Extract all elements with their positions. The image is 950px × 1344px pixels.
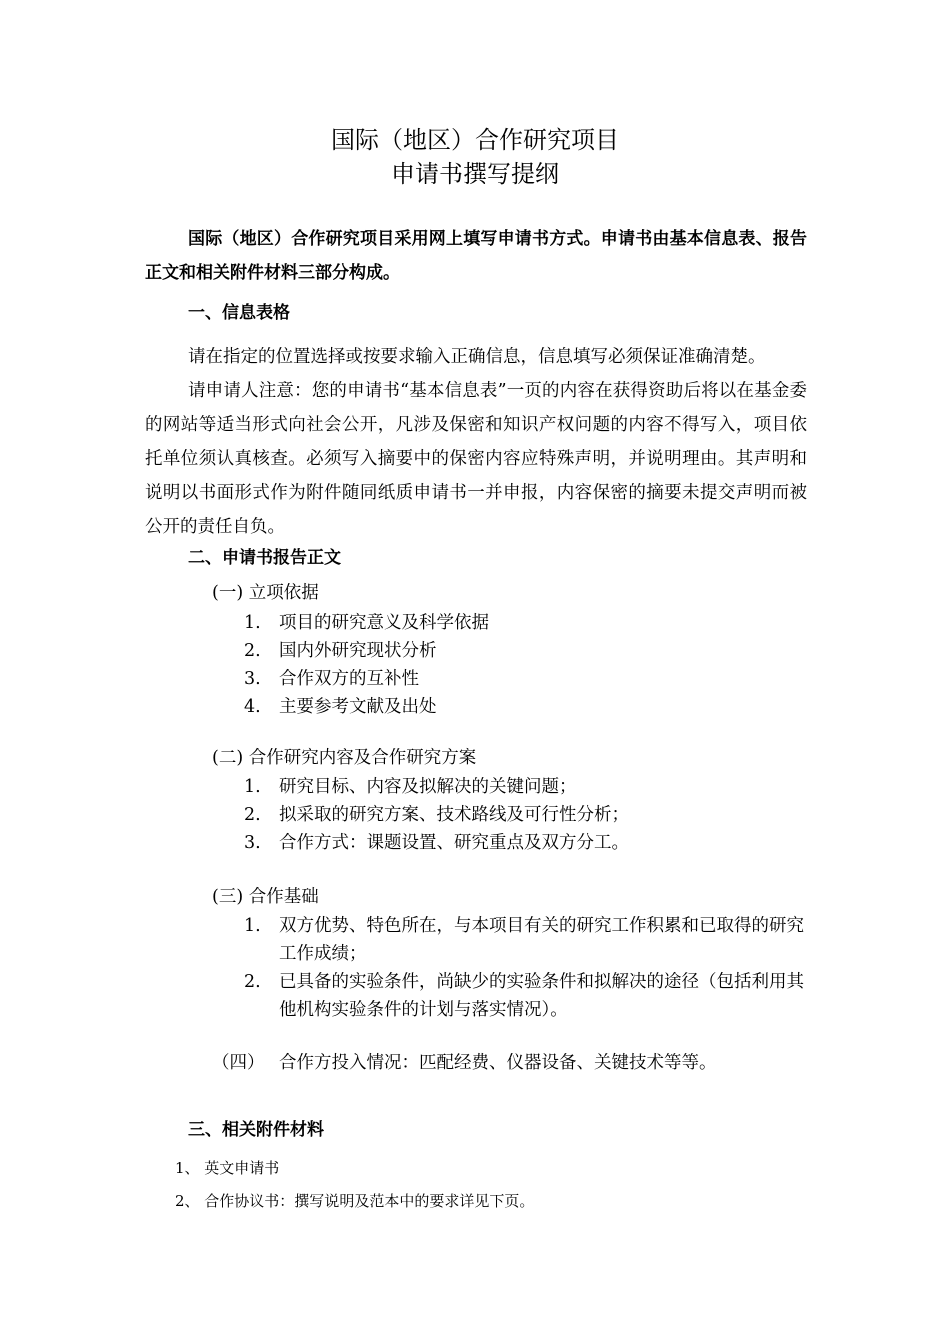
section1-heading: 一、信息表格 [188,303,290,323]
section3-heading: 三、相关附件材料 [188,1120,324,1140]
list-item-text: 合作双方的互补性 [279,669,419,689]
document-title-line1: 国际（地区）合作研究项目 [331,126,619,154]
list-item-text: 国内外研究现状分析 [279,641,437,661]
subsection3-list [212,912,812,1024]
list-item [212,609,812,637]
list-item-number: 2. [244,972,261,992]
subsection2-list [212,773,812,857]
list-item [212,693,812,721]
subsection4-text: 合作方投入情况：匹配经费、仪器设备、关键技术等等。 [279,1053,717,1073]
list-item-text: 已具备的实验条件，尚缺少的实验条件和拟解决的途径（包括利用其他机构实验条件的计划与落实情况）。 [279,972,804,1020]
list-item [212,773,812,801]
list-item-text: 拟采取的研究方案、技术路线及可行性分析； [279,805,629,825]
section1-paragraph1: 请在指定的位置选择或按要求输入正确信息，信息填写必须保证准确清楚。 [188,347,766,367]
list-item-text: 研究目标、内容及拟解决的关键问题； [279,777,577,797]
section1-paragraph2 [145,374,807,544]
document-title-line2: 申请书撰写提纲 [391,160,559,188]
list-item-text: 双方优势、特色所在，与本项目有关的研究工作积累和已取得的研究工作成绩； [279,916,804,964]
list-item-number: 1. [244,777,261,797]
list-item-number: 1. [244,613,261,633]
subsection1-title: (一) 立项依据 [212,583,319,603]
intro-text: 国际（地区）合作研究项目采用网上填写申请书方式。申请书由基本信息表、报告正文和相关附件材料三部分构成。 [145,229,807,283]
subsection3-title: (三) 合作基础 [212,887,319,907]
list-item [212,968,812,1024]
list-item-text: 合作方式：课题设置、研究重点及双方分工。 [279,833,629,853]
subsection2-title: (二) 合作研究内容及合作研究方案 [212,748,477,768]
list-item-number: 3. [244,669,261,689]
list-item-text: 项目的研究意义及科学依据 [279,613,489,633]
list-item [212,801,812,829]
list-item-number: 4. [244,697,261,717]
list-item [212,637,812,665]
list-item [212,829,812,857]
list-item [212,665,812,693]
list-item-text: 主要参考文献及出处 [279,697,437,717]
list-item [212,912,812,968]
section2-heading: 二、申请书报告正文 [188,548,341,568]
attachment-item: 1、 英文申请书 [175,1159,280,1177]
list-item-number: 2. [244,805,261,825]
list-item-number: 1. [244,916,261,936]
attachment-item: 2、 合作协议书：撰写说明及范本中的要求详见下页。 [175,1192,535,1210]
subsection4-label: （四） [212,1053,265,1073]
intro-paragraph [145,222,807,290]
subsection1-list [212,609,812,721]
list-item-number: 3. [244,833,261,853]
list-item-number: 2. [244,641,261,661]
section1-paragraph2-text: 请申请人注意：您的申请书“基本信息表”一页的内容在获得资助后将以在基金委的网站等适当形式向社会公开，凡涉及保密和知识产权问题的内容不得写入，项目依托单位须认真核查。必须写入摘要中的保密内容应特殊声明，并说明理由。其声明和说明以书面形式作为附件随同纸质申请书一并申报，内容保密的摘要未提交声明而被公开的责任自负。 [145,381,807,537]
